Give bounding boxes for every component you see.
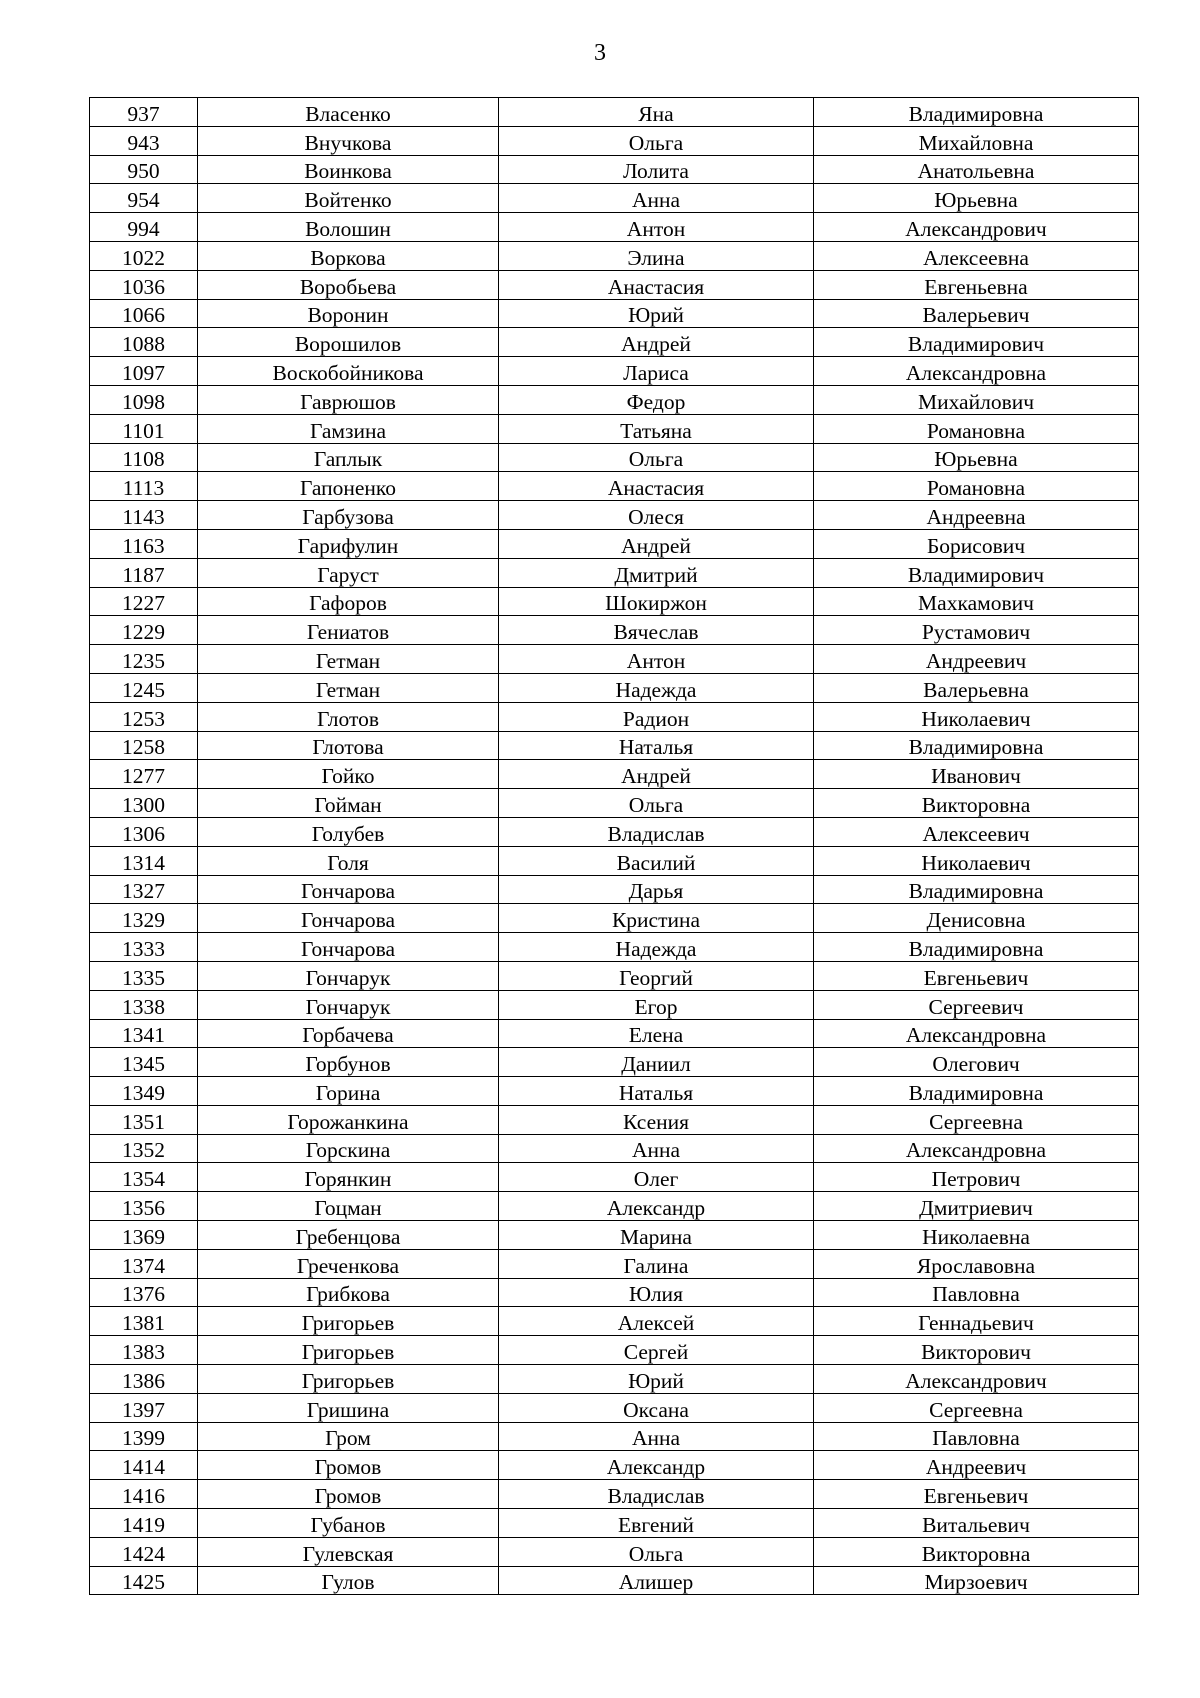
cell-first-name: Галина (499, 1249, 814, 1278)
cell-first-name: Ольга (499, 126, 814, 155)
cell-patronymic: Владимировна (814, 933, 1139, 962)
cell-first-name: Андрей (499, 760, 814, 789)
cell-first-name: Елена (499, 1019, 814, 1048)
table-row (90, 1537, 1139, 1566)
cell-patronymic: Сергеевна (814, 1105, 1139, 1134)
table-row (90, 1566, 1139, 1595)
cell-number: 1022 (90, 241, 198, 270)
cell-number: 1341 (90, 1019, 198, 1048)
cell-first-name: Надежда (499, 933, 814, 962)
cell-first-name: Андрей (499, 328, 814, 357)
cell-first-name: Наталья (499, 731, 814, 760)
cell-patronymic: Романовна (814, 414, 1139, 443)
cell-number: 937 (90, 98, 198, 127)
cell-first-name: Сергей (499, 1336, 814, 1365)
cell-first-name: Даниил (499, 1048, 814, 1077)
cell-first-name: Надежда (499, 673, 814, 702)
cell-patronymic: Викторовна (814, 789, 1139, 818)
cell-number: 1397 (90, 1393, 198, 1422)
cell-patronymic: Михайловна (814, 126, 1139, 155)
table-row (90, 1249, 1139, 1278)
cell-patronymic: Денисовна (814, 904, 1139, 933)
cell-first-name: Оксана (499, 1393, 814, 1422)
cell-number: 1227 (90, 587, 198, 616)
cell-patronymic: Валерьевна (814, 673, 1139, 702)
cell-last-name: Гром (198, 1422, 499, 1451)
cell-number: 1349 (90, 1077, 198, 1106)
cell-patronymic: Александровна (814, 1019, 1139, 1048)
cell-patronymic: Дмитриевич (814, 1192, 1139, 1221)
cell-patronymic: Владимировна (814, 1077, 1139, 1106)
cell-patronymic: Олегович (814, 1048, 1139, 1077)
table-row (90, 846, 1139, 875)
table-row (90, 1221, 1139, 1250)
roster-table-body (90, 98, 1139, 1595)
cell-patronymic: Анатольевна (814, 155, 1139, 184)
cell-number: 1416 (90, 1480, 198, 1509)
table-row (90, 1134, 1139, 1163)
cell-first-name: Олег (499, 1163, 814, 1192)
cell-last-name: Громов (198, 1480, 499, 1509)
cell-patronymic: Александровна (814, 1134, 1139, 1163)
table-row (90, 789, 1139, 818)
cell-last-name: Войтенко (198, 184, 499, 213)
table-row (90, 414, 1139, 443)
cell-number: 1306 (90, 817, 198, 846)
cell-last-name: Глотова (198, 731, 499, 760)
cell-first-name: Георгий (499, 961, 814, 990)
cell-number: 1088 (90, 328, 198, 357)
table-row (90, 645, 1139, 674)
cell-number: 1329 (90, 904, 198, 933)
roster-table (89, 97, 1139, 1595)
table-row (90, 443, 1139, 472)
cell-last-name: Гафоров (198, 587, 499, 616)
cell-last-name: Громов (198, 1451, 499, 1480)
page-number: 3 (594, 40, 606, 66)
cell-patronymic: Викторович (814, 1336, 1139, 1365)
cell-number: 1351 (90, 1105, 198, 1134)
cell-first-name: Владислав (499, 1480, 814, 1509)
cell-number: 1419 (90, 1509, 198, 1538)
cell-first-name: Василий (499, 846, 814, 875)
table-row (90, 213, 1139, 242)
cell-number: 1327 (90, 875, 198, 904)
cell-number: 1314 (90, 846, 198, 875)
cell-number: 1113 (90, 472, 198, 501)
cell-last-name: Воронин (198, 299, 499, 328)
cell-last-name: Гаплык (198, 443, 499, 472)
table-row (90, 1336, 1139, 1365)
cell-first-name: Яна (499, 98, 814, 127)
cell-patronymic: Андреевич (814, 645, 1139, 674)
cell-first-name: Наталья (499, 1077, 814, 1106)
cell-last-name: Ворошилов (198, 328, 499, 357)
cell-first-name: Лариса (499, 357, 814, 386)
cell-patronymic: Рустамович (814, 616, 1139, 645)
table-row (90, 1451, 1139, 1480)
cell-patronymic: Мирзоевич (814, 1566, 1139, 1595)
table-row (90, 1307, 1139, 1336)
table-row (90, 385, 1139, 414)
cell-last-name: Гойман (198, 789, 499, 818)
cell-last-name: Внучкова (198, 126, 499, 155)
cell-first-name: Анастасия (499, 270, 814, 299)
cell-last-name: Гарбузова (198, 501, 499, 530)
cell-number: 1098 (90, 385, 198, 414)
cell-number: 1108 (90, 443, 198, 472)
cell-number: 1399 (90, 1422, 198, 1451)
table-row (90, 501, 1139, 530)
cell-first-name: Дмитрий (499, 558, 814, 587)
cell-patronymic: Валерьевич (814, 299, 1139, 328)
cell-last-name: Голубев (198, 817, 499, 846)
cell-number: 1277 (90, 760, 198, 789)
cell-last-name: Гончарук (198, 990, 499, 1019)
cell-patronymic: Ярославовна (814, 1249, 1139, 1278)
table-row (90, 1480, 1139, 1509)
cell-last-name: Гончарук (198, 961, 499, 990)
cell-first-name: Анастасия (499, 472, 814, 501)
table-row (90, 1422, 1139, 1451)
cell-patronymic: Андреевич (814, 1451, 1139, 1480)
cell-last-name: Григорьев (198, 1307, 499, 1336)
cell-first-name: Олеся (499, 501, 814, 530)
cell-last-name: Гетман (198, 673, 499, 702)
cell-patronymic: Борисович (814, 529, 1139, 558)
table-row (90, 616, 1139, 645)
cell-patronymic: Иванович (814, 760, 1139, 789)
table-row (90, 1278, 1139, 1307)
cell-number: 1235 (90, 645, 198, 674)
cell-last-name: Горянкин (198, 1163, 499, 1192)
cell-first-name: Шокиржон (499, 587, 814, 616)
cell-last-name: Гойко (198, 760, 499, 789)
cell-patronymic: Николаевич (814, 846, 1139, 875)
cell-patronymic: Юрьевна (814, 443, 1139, 472)
cell-patronymic: Александровна (814, 357, 1139, 386)
cell-first-name: Ксения (499, 1105, 814, 1134)
cell-number: 1163 (90, 529, 198, 558)
cell-patronymic: Алексеевич (814, 817, 1139, 846)
cell-number: 1335 (90, 961, 198, 990)
cell-patronymic: Александрович (814, 1365, 1139, 1394)
cell-first-name: Александр (499, 1192, 814, 1221)
cell-last-name: Гришина (198, 1393, 499, 1422)
cell-last-name: Гаврюшов (198, 385, 499, 414)
table-row (90, 875, 1139, 904)
cell-first-name: Анна (499, 184, 814, 213)
cell-last-name: Волошин (198, 213, 499, 242)
cell-patronymic: Романовна (814, 472, 1139, 501)
cell-last-name: Гапоненко (198, 472, 499, 501)
cell-patronymic: Александрович (814, 213, 1139, 242)
cell-first-name: Вячеслав (499, 616, 814, 645)
cell-first-name: Анна (499, 1422, 814, 1451)
cell-patronymic: Геннадьевич (814, 1307, 1139, 1336)
cell-last-name: Горбачева (198, 1019, 499, 1048)
cell-number: 1300 (90, 789, 198, 818)
table-row (90, 1105, 1139, 1134)
table-row (90, 990, 1139, 1019)
table-row (90, 702, 1139, 731)
cell-last-name: Гулов (198, 1566, 499, 1595)
cell-first-name: Анна (499, 1134, 814, 1163)
cell-first-name: Татьяна (499, 414, 814, 443)
cell-last-name: Григорьев (198, 1336, 499, 1365)
cell-number: 1036 (90, 270, 198, 299)
cell-last-name: Гоцман (198, 1192, 499, 1221)
cell-first-name: Ольга (499, 789, 814, 818)
table-row (90, 98, 1139, 127)
cell-number: 1345 (90, 1048, 198, 1077)
cell-last-name: Гарифулин (198, 529, 499, 558)
table-row (90, 529, 1139, 558)
cell-first-name: Алишер (499, 1566, 814, 1595)
table-row (90, 558, 1139, 587)
cell-patronymic: Владимирович (814, 558, 1139, 587)
cell-first-name: Федор (499, 385, 814, 414)
cell-last-name: Горбунов (198, 1048, 499, 1077)
cell-last-name: Власенко (198, 98, 499, 127)
cell-first-name: Дарья (499, 875, 814, 904)
cell-last-name: Глотов (198, 702, 499, 731)
cell-patronymic: Владимировна (814, 98, 1139, 127)
cell-first-name: Александр (499, 1451, 814, 1480)
table-row (90, 1192, 1139, 1221)
cell-last-name: Гончарова (198, 933, 499, 962)
cell-number: 1383 (90, 1336, 198, 1365)
table-row (90, 155, 1139, 184)
cell-first-name: Элина (499, 241, 814, 270)
cell-first-name: Антон (499, 213, 814, 242)
cell-number: 950 (90, 155, 198, 184)
cell-patronymic: Владимирович (814, 328, 1139, 357)
cell-last-name: Гончарова (198, 875, 499, 904)
table-row (90, 933, 1139, 962)
cell-number: 1066 (90, 299, 198, 328)
table-row (90, 184, 1139, 213)
cell-number: 1338 (90, 990, 198, 1019)
cell-first-name: Юрий (499, 1365, 814, 1394)
cell-number: 1253 (90, 702, 198, 731)
cell-first-name: Алексей (499, 1307, 814, 1336)
cell-first-name: Юлия (499, 1278, 814, 1307)
table-row (90, 357, 1139, 386)
table-row (90, 587, 1139, 616)
cell-number: 994 (90, 213, 198, 242)
cell-patronymic: Сергеевич (814, 990, 1139, 1019)
table-row (90, 731, 1139, 760)
cell-last-name: Греченкова (198, 1249, 499, 1278)
cell-number: 1245 (90, 673, 198, 702)
cell-first-name: Марина (499, 1221, 814, 1250)
cell-patronymic: Евгеньевич (814, 1480, 1139, 1509)
table-row (90, 1509, 1139, 1538)
cell-patronymic: Махкамович (814, 587, 1139, 616)
table-row (90, 673, 1139, 702)
cell-last-name: Гамзина (198, 414, 499, 443)
cell-patronymic: Алексеевна (814, 241, 1139, 270)
cell-patronymic: Владимировна (814, 731, 1139, 760)
cell-patronymic: Павловна (814, 1278, 1139, 1307)
cell-last-name: Воробьева (198, 270, 499, 299)
cell-number: 1374 (90, 1249, 198, 1278)
table-row (90, 1019, 1139, 1048)
cell-last-name: Горина (198, 1077, 499, 1106)
cell-first-name: Радион (499, 702, 814, 731)
cell-patronymic: Андреевна (814, 501, 1139, 530)
cell-number: 1258 (90, 731, 198, 760)
cell-first-name: Владислав (499, 817, 814, 846)
cell-number: 1352 (90, 1134, 198, 1163)
cell-first-name: Лолита (499, 155, 814, 184)
cell-last-name: Грибкова (198, 1278, 499, 1307)
table-row (90, 1077, 1139, 1106)
cell-patronymic: Сергеевна (814, 1393, 1139, 1422)
cell-last-name: Гетман (198, 645, 499, 674)
cell-patronymic: Николаевна (814, 1221, 1139, 1250)
cell-last-name: Гулевская (198, 1537, 499, 1566)
table-row (90, 472, 1139, 501)
cell-number: 1386 (90, 1365, 198, 1394)
cell-last-name: Воинкова (198, 155, 499, 184)
cell-patronymic: Викторовна (814, 1537, 1139, 1566)
table-row (90, 760, 1139, 789)
table-row (90, 270, 1139, 299)
cell-last-name: Горскина (198, 1134, 499, 1163)
cell-patronymic: Евгеньевна (814, 270, 1139, 299)
cell-first-name: Евгений (499, 1509, 814, 1538)
cell-last-name: Воркова (198, 241, 499, 270)
cell-last-name: Григорьев (198, 1365, 499, 1394)
cell-number: 1424 (90, 1537, 198, 1566)
cell-number: 1187 (90, 558, 198, 587)
cell-number: 1376 (90, 1278, 198, 1307)
cell-last-name: Губанов (198, 1509, 499, 1538)
cell-last-name: Воскобойникова (198, 357, 499, 386)
cell-first-name: Антон (499, 645, 814, 674)
cell-number: 1354 (90, 1163, 198, 1192)
cell-last-name: Гаруст (198, 558, 499, 587)
cell-first-name: Егор (499, 990, 814, 1019)
cell-patronymic: Витальевич (814, 1509, 1139, 1538)
table-row (90, 328, 1139, 357)
table-row (90, 1048, 1139, 1077)
cell-last-name: Горожанкина (198, 1105, 499, 1134)
cell-number: 1381 (90, 1307, 198, 1336)
table-row (90, 961, 1139, 990)
cell-number: 1097 (90, 357, 198, 386)
cell-patronymic: Владимировна (814, 875, 1139, 904)
cell-number: 1414 (90, 1451, 198, 1480)
table-row (90, 126, 1139, 155)
cell-number: 1333 (90, 933, 198, 962)
table-row (90, 241, 1139, 270)
cell-last-name: Голя (198, 846, 499, 875)
table-row (90, 1393, 1139, 1422)
cell-first-name: Кристина (499, 904, 814, 933)
cell-first-name: Андрей (499, 529, 814, 558)
cell-patronymic: Павловна (814, 1422, 1139, 1451)
table-row (90, 299, 1139, 328)
cell-number: 1101 (90, 414, 198, 443)
cell-number: 954 (90, 184, 198, 213)
cell-number: 1369 (90, 1221, 198, 1250)
cell-number: 1425 (90, 1566, 198, 1595)
cell-number: 1356 (90, 1192, 198, 1221)
cell-first-name: Юрий (499, 299, 814, 328)
cell-last-name: Гениатов (198, 616, 499, 645)
table-row (90, 904, 1139, 933)
table-row (90, 1365, 1139, 1394)
cell-number: 1229 (90, 616, 198, 645)
cell-number: 1143 (90, 501, 198, 530)
cell-number: 943 (90, 126, 198, 155)
table-row (90, 817, 1139, 846)
cell-patronymic: Михайлович (814, 385, 1139, 414)
cell-first-name: Ольга (499, 443, 814, 472)
cell-last-name: Гончарова (198, 904, 499, 933)
cell-last-name: Гребенцова (198, 1221, 499, 1250)
cell-first-name: Ольга (499, 1537, 814, 1566)
table-row (90, 1163, 1139, 1192)
cell-patronymic: Евгеньевич (814, 961, 1139, 990)
cell-patronymic: Николаевич (814, 702, 1139, 731)
cell-patronymic: Юрьевна (814, 184, 1139, 213)
cell-patronymic: Петрович (814, 1163, 1139, 1192)
